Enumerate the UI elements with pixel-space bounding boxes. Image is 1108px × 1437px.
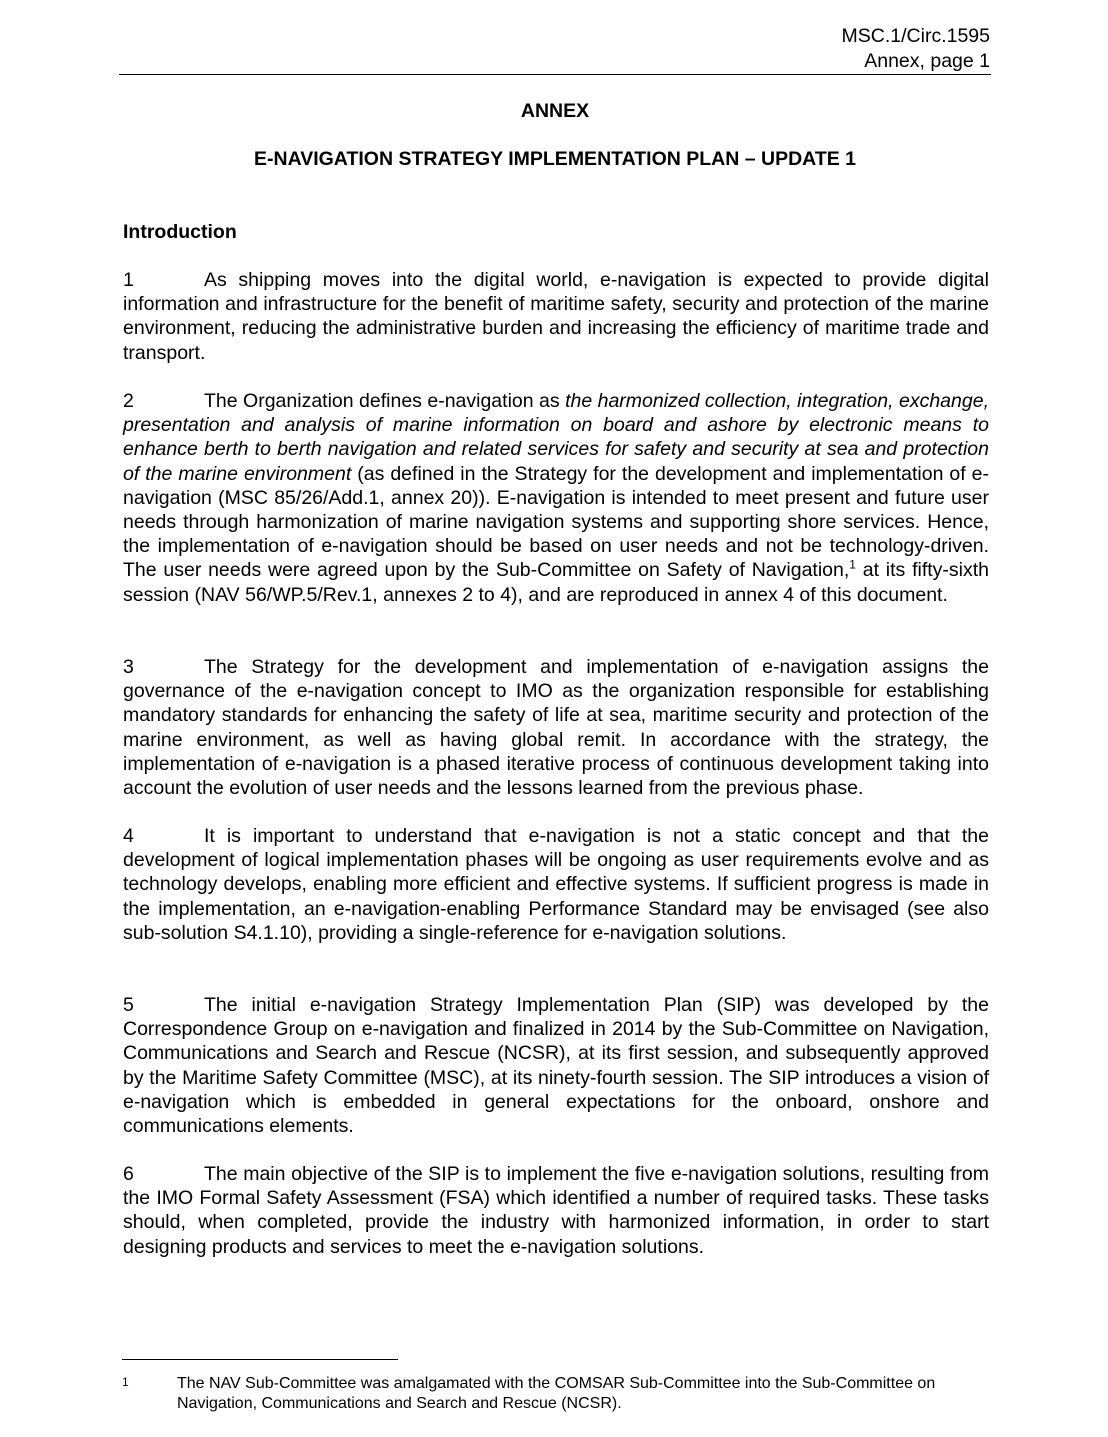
page-header <box>119 24 990 74</box>
paragraph-text: As shipping moves into the digital world, e-navigation is expected to provide digital information and infrastructure for the benefit of maritime safety, security and protection of the marine environment, reducing the administrative burden and increasing the efficiency of maritime trade and transport. <box>123 269 989 364</box>
paragraph-6 <box>123 1162 989 1259</box>
paragraph-number: 4 <box>123 825 134 847</box>
definition-italic-text: the harmonized collection, integration, exchange, presentation and analysis of marine information on board and ashore by electronic means to enhance berth to berth navigation and related services for safety and security at sea and protection of the marine environment <box>123 390 989 485</box>
paragraph-text: The main objective of the SIP is to implement the five e-navigation solutions, resulting from the IMO Formal Safety Assessment (FSA) which identified a number of required tasks. These tasks should, when completed, provide the industry with harmonized information, in order to start designing products and services to meet the e-navigation solutions. <box>123 1163 989 1258</box>
paragraph-text: It is important to understand that e-navigation is not a static concept and that the development of logical implementation phases will be ongoing as user requirements evolve and as technology develops, enabling more efficient and effective systems. If sufficient progress is made in the implementation, an e-navigation-enabling Performance Standard may be envisaged (see also sub-solution S4.1.10), providing a single-reference for e-navigation solutions. <box>123 825 989 944</box>
paragraph-number: 1 <box>123 269 134 291</box>
document-reference: MSC.1/Circ.1595 <box>841 25 990 47</box>
paragraph-4 <box>123 824 989 945</box>
paragraph-number: 2 <box>123 390 134 412</box>
annex-title: ANNEX <box>520 100 590 122</box>
page-label: Annex, page 1 <box>864 50 990 72</box>
footnote <box>122 1374 990 1414</box>
footnote-reference[interactable]: 1 <box>849 557 856 572</box>
paragraph-text: The Strategy for the development and implementation of e-navigation assigns the governance of the e-navigation concept to IMO as the organization responsible for establishing mandatory standards for enhancing the safety of life at sea, maritime security and protection of the marine environment, as well as having global remit. In accordance with the strategy, the implementation of e-navigation is a phased iterative process of continuous development taking into account the evolution of user needs and the lessons learned from the previous phase. <box>123 656 989 800</box>
header-divider <box>119 74 991 75</box>
paragraph-number: 3 <box>123 656 134 678</box>
paragraph-2 <box>123 389 989 607</box>
paragraph-5 <box>123 993 989 1138</box>
section-heading-introduction: Introduction <box>123 221 237 243</box>
footnote-divider <box>122 1359 398 1360</box>
paragraph-text-end: at its fifty-sixth session (NAV 56/WP.5/Rev.1, annexes 2 to 4), and are reproduced in annex 4 of this document. <box>123 559 989 606</box>
paragraph-number: 6 <box>123 1163 134 1185</box>
paragraph-text: The initial e-navigation Strategy Implementation Plan (SIP) was developed by the Correspondence Group on e-navigation and finalized in 2014 by the Sub-Committee on Navigation, Communications and Search and Rescue (NCSR), at its first session, and subsequently approved by the Maritime Safety Committee (MSC), at its ninety-fourth session. The SIP introduces a vision of e-navigation which is embedded in general expectations for the onboard, onshore and communications elements. <box>123 994 989 1138</box>
footnote-mark: 1 <box>122 1375 129 1389</box>
paragraph-1 <box>123 268 989 365</box>
document-title: E-NAVIGATION STRATEGY IMPLEMENTATION PLAN – UPDATE 1 <box>254 148 856 170</box>
paragraph-3 <box>123 655 989 800</box>
paragraph-text: The Organization defines e-navigation as <box>204 390 566 412</box>
footnote-text: The NAV Sub-Committee was amalgamated with the COMSAR Sub-Committee into the Sub-Committee on Navigation, Communications and Search and Rescue (NCSR). <box>177 1375 936 1412</box>
paragraph-text-continued: (as defined in the Strategy for the development and implementation of e-navigation (MSC 85/26/Add.1, annex 20)). E-navigation is intended to meet present and future user needs through harmonization of marine navigation systems and supporting shore services. Hence, the implementation of e-navigation should be based on user needs and not be technology-driven. The user needs were agreed upon by the Sub-Committee on Safety of Navigation, <box>123 462 990 582</box>
paragraph-number: 5 <box>123 994 134 1016</box>
